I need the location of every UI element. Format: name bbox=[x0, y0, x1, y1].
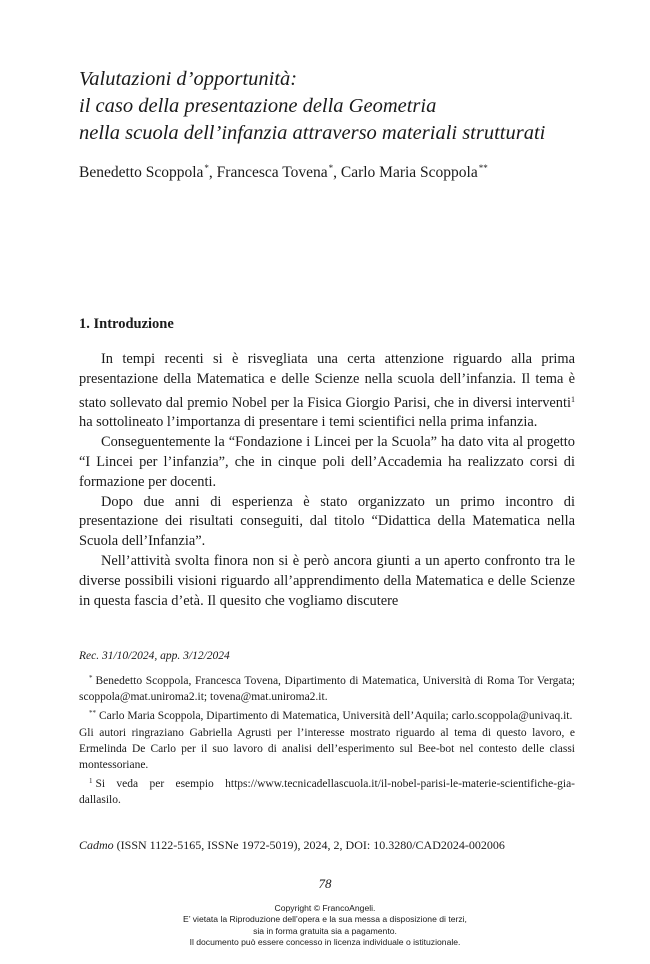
paragraph-4: Nell’attività svolta finora non si è però ancora giunti a un aperto confronto tra le diverse possibili visioni riguardo all’apprendimento della Matematica e delle Scienze in questa fascia d’età. Il quesito che vogliamo discutere bbox=[79, 552, 575, 609]
copyright-line: sia in forma gratuita sia a pagamento. bbox=[253, 925, 397, 936]
footnote-text: Benedetto Scoppola, Francesca Tovena, Dipartimento di Matematica, Università di Roma Tor Vergata; scoppola@mat.uniroma2.it; tovena@mat.uniroma2.it. bbox=[79, 675, 575, 704]
footnote-mark: * bbox=[89, 674, 93, 682]
copyright-line: Il documento può essere concesso in licenza individuale o istituzionale. bbox=[189, 936, 461, 947]
affiliation-mark: * bbox=[204, 163, 209, 173]
citation-details: (ISSN 1122-5165, ISSNe 1972-5019), 2024, 2, DOI: 10.3280/CAD2024-002006 bbox=[113, 838, 505, 852]
footnote-mark: ** bbox=[89, 709, 96, 718]
author-list bbox=[79, 163, 599, 182]
section-heading: 1. Introduzione bbox=[79, 316, 174, 332]
footnote-affiliation-2 bbox=[79, 705, 575, 724]
footnote-acknowledgements: Gli autori ringraziano Gabriella Agrusti per l’interesse mostrato riguardo al tema di questo lavoro, e Ermelinda De Carlo per il suo lavoro di analisi dell’esperimento sul Bee-bot nel contesto delle classi montessoriane. bbox=[79, 726, 575, 772]
article-title bbox=[79, 66, 599, 147]
page-number: 78 bbox=[318, 876, 332, 891]
body-text bbox=[79, 350, 575, 611]
paragraph-3: Dopo due anni di esperienza è stato organizzato un primo incontro di presentazione dei risultati conseguiti, dal titolo “Didattica della Matematica nella Scuola dell’Infanzia”. bbox=[79, 493, 575, 550]
paragraph-1 bbox=[79, 350, 575, 433]
received-accepted-dates: Rec. 31/10/2024, app. 3/12/2024 bbox=[79, 650, 230, 662]
author-name: Benedetto Scoppola bbox=[79, 164, 204, 181]
author-separator: , bbox=[333, 164, 341, 181]
author-name: Carlo Maria Scoppola bbox=[340, 164, 478, 181]
journal-citation bbox=[79, 838, 505, 853]
footnote-1 bbox=[79, 773, 575, 808]
paragraph-text: ha sottolineato l’importanza di presentare i temi scientifici nella prima infanzia. bbox=[79, 414, 538, 431]
footnote-text: Si veda per esempio https://www.tecnicadellascuola.it/il-nobel-parisi-le-materie-scientifiche-gia-dallasilo. bbox=[79, 778, 575, 807]
affiliation-mark: ** bbox=[478, 163, 488, 173]
affiliation-mark: * bbox=[328, 163, 334, 173]
title-line-3: nella scuola dell’infanzia attraverso materiali strutturati bbox=[79, 122, 546, 144]
paragraph-text: In tempi recenti si è risvegliata una certa attenzione riguardo alla prima presentazione della Matematica e delle Scienze nella scuola dell’infanzia. Il tema è stato sollevato dal premio Nobel per la Fisica Giorgio Parisi, che in diversi interventi bbox=[79, 351, 575, 411]
copyright-line: E’ vietata la Riproduzione dell’opera e la sua messa a disposizione di terzi, bbox=[183, 914, 467, 925]
copyright-line: Copyright © FrancoAngeli. bbox=[274, 903, 376, 913]
author-name: Francesca Tovena bbox=[216, 164, 328, 181]
footnote-affiliation-1 bbox=[79, 670, 575, 705]
footnotes bbox=[79, 670, 575, 809]
footnote-ref: 1 bbox=[571, 394, 575, 404]
copyright-notice bbox=[0, 903, 650, 948]
title-line-2: il caso della presentazione della Geometria bbox=[79, 95, 437, 117]
author-separator: , bbox=[208, 164, 217, 181]
footnote-text: Carlo Maria Scoppola, Dipartimento di Matematica, Università dell’Aquila; carlo.scoppola@univaq.it. bbox=[99, 710, 573, 723]
journal-name: Cadmo bbox=[79, 838, 114, 852]
footnote-mark: 1 bbox=[89, 777, 93, 786]
paragraph-2: Conseguentemente la “Fondazione i Lincei per la Scuola” ha dato vita al progetto “I Lincei per l’infanzia”, che in cinque poli dell’Accademia ha realizzato corsi di formazione per docenti. bbox=[79, 434, 575, 490]
title-line-1: Valutazioni d’opportunità: bbox=[79, 68, 298, 90]
